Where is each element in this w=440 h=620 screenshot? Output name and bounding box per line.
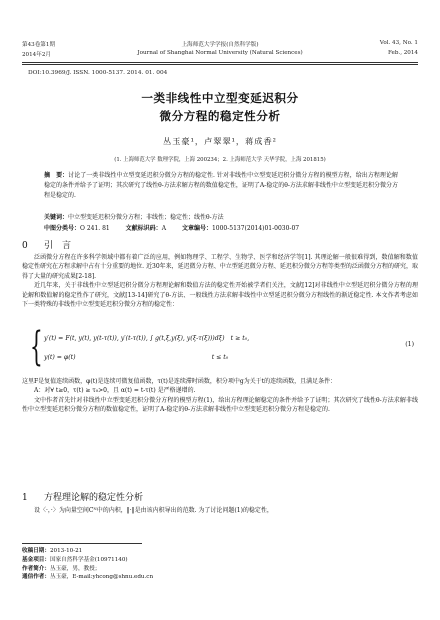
section-1-text: 设〈·，·〉为向量空间Cᴺ中的内积，‖·‖是由该内积导出的范数. 为了讨论问题(1)的稳定性， bbox=[34, 507, 273, 514]
condition-a: A：对∀ t≥0，τ(t) ≥ τ₀>0，且 α(t) = t-τ(t) 是严格递增的. bbox=[34, 387, 196, 395]
equation-line-1: y′(t) = F(t, y(t), y(t-τ(t)), y′(t-τ(t)), ∫ g(t,ξ,y(ξ), y(ξ-τ(ξ)))dξ) t ≥ t₀, bbox=[44, 335, 250, 342]
header-journal-en: Journal of Shanghai Normal University (Natural Sciences) bbox=[137, 50, 303, 56]
header-volume-en: Vol. 43, No. 1 bbox=[379, 40, 418, 46]
header-volume: 第43卷第1期 bbox=[22, 42, 56, 48]
corresponding-label: 通信作者： bbox=[22, 574, 50, 581]
keywords bbox=[44, 213, 410, 223]
section-1-body bbox=[22, 506, 418, 515]
header-date-en: Feb., 2014 bbox=[387, 50, 418, 56]
header-rule-thin bbox=[22, 64, 418, 65]
journal-header bbox=[22, 40, 418, 62]
intro-body-2 bbox=[22, 377, 418, 415]
paper-title-line1: 一类非线性中立型变延迟积分 bbox=[141, 91, 299, 105]
corresponding-text: 丛玉豪，E-mail:yhcong@shnu.edu.cn bbox=[49, 574, 154, 581]
keywords-text: 中立型变延迟积分微分方程；非线性；稳定性；线性θ-方法 bbox=[68, 214, 224, 221]
header-date: 2014年2月 bbox=[22, 52, 51, 58]
section-1-number: 1 bbox=[22, 493, 28, 503]
classification-line bbox=[44, 224, 410, 234]
doc-code-label: 文献标识码： bbox=[125, 225, 162, 232]
section-1-title: 方程理论解的稳定性分析 bbox=[44, 493, 144, 503]
author-list: 丛玉豪¹，卢翠翠¹，蒋成香² bbox=[163, 136, 277, 146]
intro-paragraph-2: 近几年来，关于非线性中立型延迟积分微分方程理论解和数值方法的稳定性开始被学者们关注，文献[12]对非线性中立型延迟积分微分方程的理论解和数值解的稳定性作了研究，文献[13-14]研究了θ-方法、一般线性方法求解非线性中立型延迟积分微分方程线性的渐近稳定性. 本文作者考虑如下一类特殊的非线性中立型变延迟积分微分方程的稳定性： bbox=[22, 282, 418, 309]
received-date: 2013-10-21 bbox=[49, 548, 83, 554]
intro-body bbox=[22, 253, 418, 309]
author-bio-label: 作者简介： bbox=[22, 565, 50, 572]
intro-paragraph-1: 泛函微分方程在许多科学领域中都有着广泛的应用，例如物理学、工程学、生物学、医学和经济学等[1]. 其理论解一般很难得到，数值解和数值稳定性研究在方程求解中占有十分重要的地位. 近30年来，延迟微分方程、中立型延迟微分方程、延迟积分微分方程等类型的泛函微分方程的研究，取得了大量的研究成果[2-18]. bbox=[22, 254, 418, 280]
doc-code-value: A bbox=[161, 225, 167, 232]
received-label: 收稿日期： bbox=[22, 548, 50, 554]
footnote-rule bbox=[22, 543, 142, 544]
intro-paragraph-3: 文中作者首先针对非线性中立型变延迟积分微分方程的模型方程(1)，给出方程理论解稳定的条件并给予了证明；其次研究了线性θ-方法求解非线性中立型变延迟积分微分方程的数值稳定性，证明了A-稳定的θ-方法求解非线性中立型变延迟积分微分方程是稳定的. bbox=[22, 396, 418, 414]
section-intro-heading bbox=[22, 238, 71, 251]
clc-value: O 241. 81 bbox=[80, 225, 110, 232]
after-equation-text: 这里F是复值连续函数，φ(t)是连续可微复值函数，τ(t)是连续滞时函数，积分项中g为关于t的连续函数，且满足条件： bbox=[22, 378, 337, 385]
header-rule bbox=[22, 62, 418, 63]
equation-brace: { bbox=[30, 324, 43, 370]
article-no-value: 1000-5137(2014)01-0030-07 bbox=[211, 225, 300, 232]
section-intro-number: 0 bbox=[22, 241, 28, 251]
article-no-label: 文章编号： bbox=[181, 225, 212, 232]
doi: DOI:10.3969/J. ISSN. 1000-5137. 2014. 01. 004 bbox=[28, 70, 168, 76]
clc-label: 中图分类号： bbox=[44, 225, 81, 232]
abstract-text: 讨论了一类非线性中立型变延迟积分微分方程的稳定性. 针对非线性中立型变延迟积分微分方程的模型方程，给出方程理论解稳定的条件并给予了证明；其次研究了线性θ-方法求解方程的数值稳定性，证明了A-稳定的θ-方法求解非线性中立型变延迟积分微分方程是稳定的. bbox=[44, 172, 398, 200]
affiliations: (1. 上海师范大学 数理学院，上海 200234；2. 上海师范大学 天华学院，上海 201815) bbox=[114, 157, 326, 163]
fund-label: 基金项目： bbox=[22, 556, 50, 563]
section-1-heading bbox=[22, 490, 143, 503]
fund-text: 国家自然科学基金(10971140) bbox=[49, 556, 128, 563]
equation-1 bbox=[30, 325, 418, 373]
keywords-label: 关键词： bbox=[44, 214, 69, 221]
paper-title-line2: 微分方程的稳定性分析 bbox=[159, 109, 281, 123]
equation-number: (1) bbox=[405, 341, 414, 348]
header-journal-cn: 上海师范大学学报(自然科学版) bbox=[181, 42, 259, 48]
footnotes bbox=[22, 547, 418, 582]
abstract-label: 摘 要： bbox=[44, 172, 69, 179]
abstract bbox=[44, 171, 398, 202]
author-bio-text: 丛玉豪，男，教授； bbox=[49, 565, 101, 572]
equation-line-2: y(t) = φ(t) t ≤ t₀ bbox=[44, 354, 229, 361]
section-intro-title: 引 言 bbox=[44, 241, 72, 251]
